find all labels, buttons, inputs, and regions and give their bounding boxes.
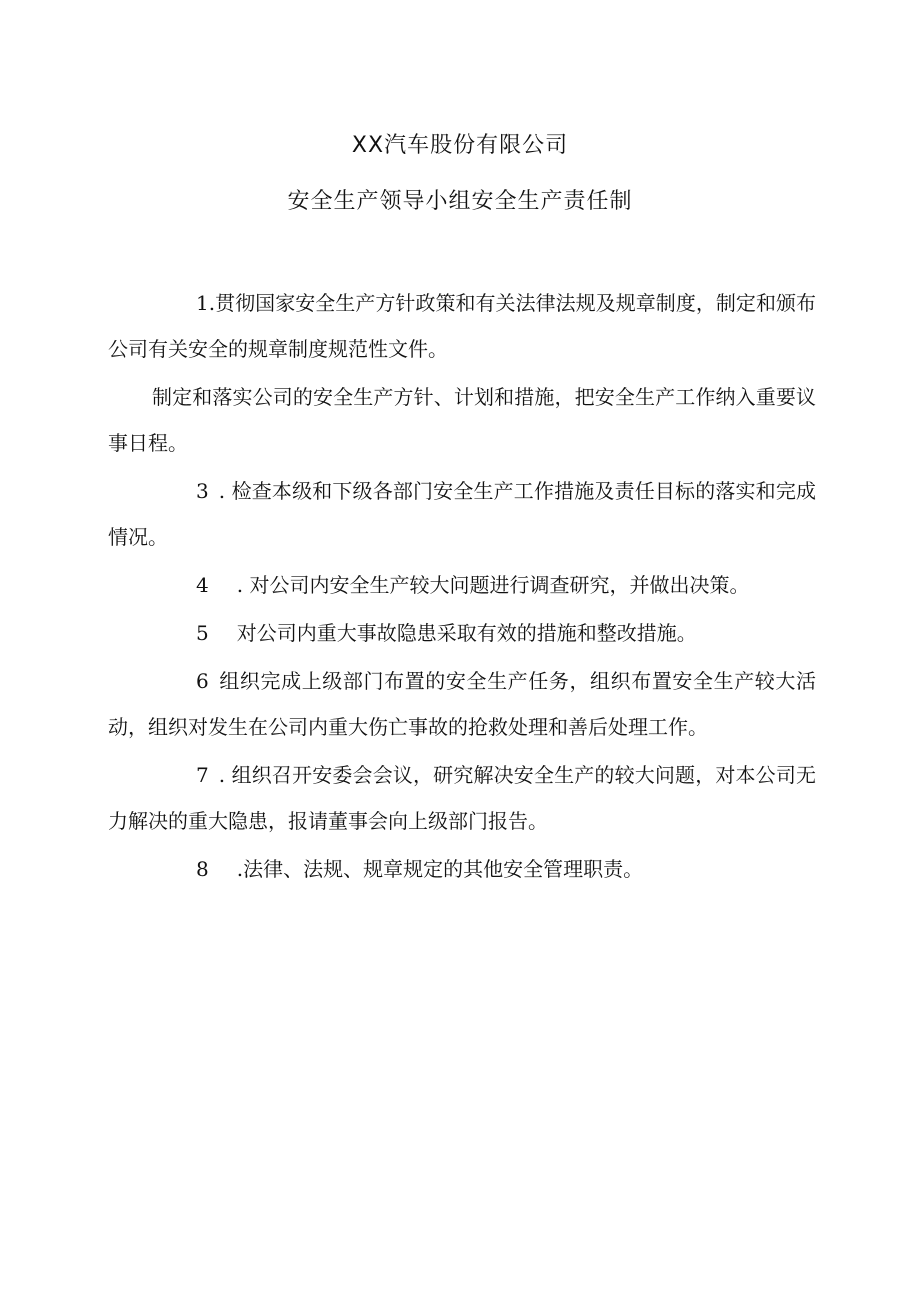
paragraph-number: 8 <box>196 857 209 881</box>
paragraph-4 <box>108 562 816 608</box>
paragraph-7 <box>108 752 816 844</box>
paragraph-number: 6 <box>196 669 209 693</box>
paragraph-3 <box>108 468 816 560</box>
paragraph-number: 4 <box>196 573 209 597</box>
paragraph-number: 3 <box>196 479 209 503</box>
paragraph-text: 制定和落实公司的安全生产方针、计划和措施，把安全生产工作纳入重要议事日程。 <box>108 385 816 455</box>
paragraph-1 <box>108 280 816 372</box>
paragraph-5 <box>108 610 816 656</box>
paragraph-2 <box>108 374 816 466</box>
paragraph-number: 7 <box>196 763 209 787</box>
paragraph-text: 组织完成上级部门布置的安全生产任务，组织布置安全生产较大活动，组织对发生在公司内重大伤亡事故的抢救处理和善后处理工作。 <box>108 669 816 739</box>
paragraph-text: 贯彻国家安全生产方针政策和有关法律法规及规章制度，制定和颁布公司有关安全的规章制度规范性文件。 <box>108 291 816 361</box>
paragraph-text: 对公司内重大事故隐患采取有效的措施和整改措施。 <box>236 621 697 645</box>
document-body <box>108 280 816 894</box>
paragraph-text: . 检查本级和下级各部门安全生产工作措施及责任目标的落实和完成情况。 <box>108 479 816 549</box>
paragraph-number: 5 <box>196 621 209 645</box>
paragraph-text: . 组织召开安委会会议，研究解决安全生产的较大问题，对本公司无力解决的重大隐患，报请董事会向上级部门报告。 <box>108 763 816 833</box>
document-title: 安全生产领导小组安全生产责任制 <box>287 189 633 214</box>
paragraph-8 <box>108 846 816 892</box>
paragraph-number: 1. <box>196 291 216 315</box>
company-title: XX汽车股份有限公司 <box>351 133 569 158</box>
paragraph-6 <box>108 658 816 750</box>
paragraph-text: .法律、法规、规章规定的其他安全管理职责。 <box>236 857 644 881</box>
paragraph-text: . 对公司内安全生产较大问题进行调查研究，并做出决策。 <box>236 573 750 597</box>
